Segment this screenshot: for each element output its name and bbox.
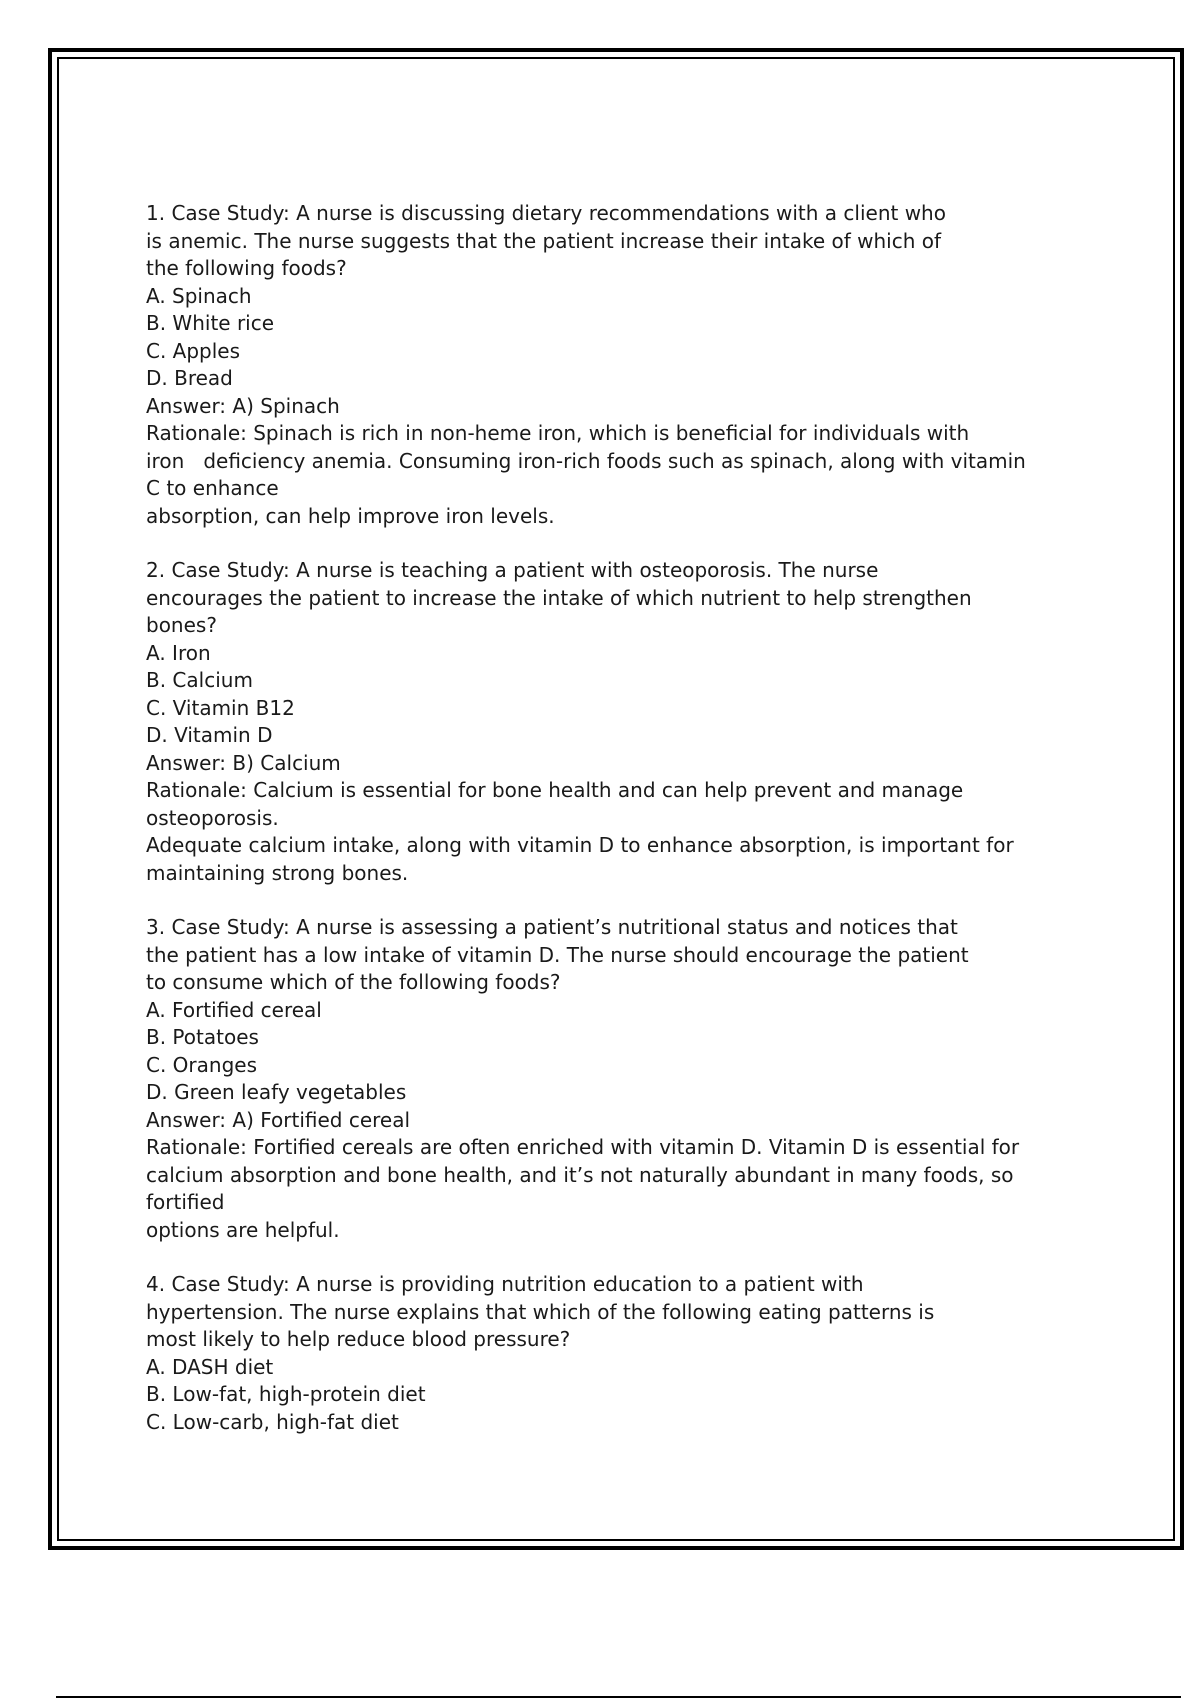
rationale-line: fortified [146, 1190, 225, 1214]
answer-option: B. Potatoes [146, 1025, 259, 1049]
answer-option: B. Calcium [146, 668, 253, 692]
rationale-line: Rationale: Spinach is rich in non-heme iron, which is beneficial for individuals with [146, 421, 970, 445]
question-stem-line: 1. Case Study: A nurse is discussing dietary recommendations with a client who [146, 201, 946, 225]
question-stem-line: most likely to help reduce blood pressure? [146, 1327, 571, 1351]
rationale-line: Rationale: Calcium is essential for bone health and can help prevent and manage [146, 778, 964, 802]
question-stem-line: the patient has a low intake of vitamin D. The nurse should encourage the patient [146, 942, 969, 967]
answer-option: C. Apples [146, 338, 241, 363]
correct-answer: Answer: A) Fortified cereal [146, 1107, 411, 1132]
answer-option: C. Oranges [146, 1052, 257, 1077]
answer-option: C. Low-carb, high-fat diet [146, 1409, 399, 1434]
rationale-line: iron deficiency anemia. Consuming iron-rich foods such as spinach, along with vitamin [146, 448, 1026, 473]
question-stem-line: encourages the patient to increase the intake of which nutrient to help strengthen [146, 585, 972, 610]
question-2 [146, 557, 1106, 887]
document-body [146, 200, 1106, 1463]
correct-answer: Answer: B) Calcium [146, 750, 341, 775]
question-stem-line: is anemic. The nurse suggests that the patient increase their intake of which of [146, 228, 942, 253]
rationale-line: absorption, can help improve iron levels. [146, 503, 555, 528]
answer-option: B. White rice [146, 311, 275, 335]
rationale-line: C to enhance [146, 476, 279, 500]
answer-option: D. Vitamin D [146, 723, 273, 747]
answer-option: B. Low-fat, high-protein diet [146, 1382, 426, 1406]
answer-option: A. Iron [146, 640, 211, 665]
footer-divider [56, 1696, 1181, 1698]
question-4 [146, 1271, 1106, 1436]
rationale-line: Rationale: Fortified cereals are often enriched with vitamin D. Vitamin D is essential for [146, 1135, 1020, 1159]
correct-answer: Answer: A) Spinach [146, 393, 340, 418]
question-stem-line: 3. Case Study: A nurse is assessing a patient’s nutritional status and notices that [146, 915, 958, 939]
answer-option: D. Bread [146, 366, 233, 390]
answer-option: C. Vitamin B12 [146, 695, 295, 720]
rationale-line: osteoporosis. [146, 805, 279, 830]
question-stem-line: 2. Case Study: A nurse is teaching a patient with osteoporosis. The nurse [146, 558, 879, 582]
rationale-line: options are helpful. [146, 1217, 340, 1242]
answer-option: A. Spinach [146, 283, 252, 308]
rationale-line: calcium absorption and bone health, and it’s not naturally abundant in many foods, so [146, 1162, 1014, 1187]
question-stem-line: bones? [146, 613, 217, 637]
rationale-line: maintaining strong bones. [146, 860, 409, 885]
question-stem-line: the following foods? [146, 256, 347, 280]
question-1 [146, 200, 1106, 530]
question-stem-line: hypertension. The nurse explains that which of the following eating patterns is [146, 1299, 935, 1324]
question-3 [146, 914, 1106, 1244]
answer-option: A. DASH diet [146, 1354, 274, 1379]
answer-option: D. Green leafy vegetables [146, 1080, 407, 1104]
question-stem-line: to consume which of the following foods? [146, 970, 561, 994]
question-stem-line: 4. Case Study: A nurse is providing nutrition education to a patient with [146, 1272, 864, 1296]
answer-option: A. Fortified cereal [146, 997, 322, 1022]
rationale-line: Adequate calcium intake, along with vitamin D to enhance absorption, is important for [146, 833, 1014, 857]
